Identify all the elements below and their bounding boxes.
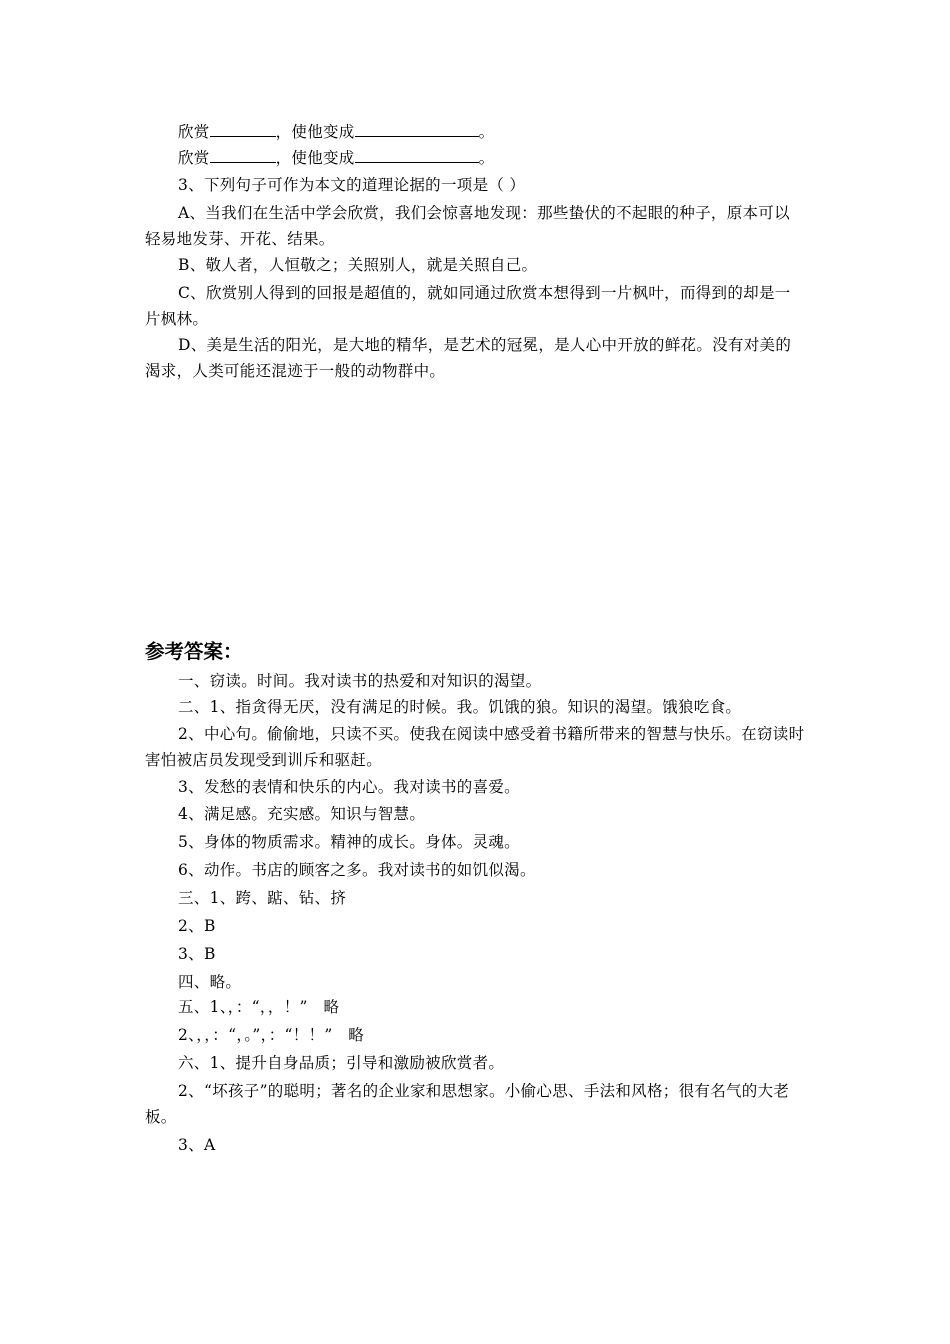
answer-line: 4、满足感。充实感。知识与智慧。 [178,805,426,823]
answer-blank [355,148,479,163]
option-c-line-2: 片枫林。 [145,310,209,328]
fill-blank-line-2 [178,148,810,168]
fill-label: 。 [478,123,495,141]
option-b: B、敬人者，人恒敬之；关照别人，就是关照自己。 [178,256,538,274]
answer-line: 5、身体的物质需求。精神的成长。身体。灵魂。 [178,833,520,851]
option-d-line-2: 渴求，人类可能还混迹于一般的动物群中。 [145,362,446,380]
fill-label: 欣赏 [178,123,210,141]
answer-line: 2、，，：“，。”，：“！！” 略 [178,1026,365,1044]
answers-heading: 参考答案： [145,640,243,663]
answer-line: 2、中心句。偷偷地，只读不买。使我在阅读中感受着书籍所带来的智慧与快乐。在窃读时 [178,725,805,743]
fill-label: ，使他变成 [275,149,355,167]
answer-line: 3、B [178,945,216,963]
option-c-line-1: C、欣赏别人得到的回报是超值的，就如同通过欣赏本想得到一片枫叶，而得到的却是一 [178,284,791,302]
answer-line: 五、1、，：“，，！” 略 [178,998,340,1016]
answer-line: 2、B [178,917,216,935]
answer-line: 3、A [178,1136,216,1154]
answer-line: 一、窃读。时间。我对读书的热爱和对知识的渴望。 [178,672,542,690]
option-a-line-1: A、当我们在生活中学会欣赏，我们会惊喜地发现：那些蛰伏的不起眼的种子，原本可以 [178,204,790,222]
option-d-line-1: D、美是生活的阳光，是大地的精华，是艺术的冠冕，是人心中开放的鲜花。没有对美的 [178,336,792,354]
answer-blank [210,122,276,137]
question-3: 3、下列句子可作为本文的道理论据的一项是（ ） [178,176,526,194]
answer-line: 四、略。 [178,973,242,991]
fill-label: ，使他变成 [275,123,355,141]
answer-line: 二、1、指贪得无厌，没有满足的时候。我。饥饿的狼。知识的渴望。饿狼吃食。 [178,698,742,716]
option-a-line-2: 轻易地发芽、开花、结果。 [145,230,335,248]
answer-line: 2、“坏孩子”的聪明；著名的企业家和思想家。小偷心思、手法和风格；很有名气的大老 [178,1082,790,1100]
answer-line: 害怕被店员发现受到训斥和驱赶。 [145,751,383,769]
answer-line: 3、发愁的表情和快乐的内心。我对读书的喜爱。 [178,778,520,796]
fill-blank-line-1 [178,122,810,142]
fill-label: 欣赏 [178,149,210,167]
answer-line: 六、1、提升自身品质；引导和激励被欣赏者。 [178,1054,505,1072]
fill-label: 。 [478,149,495,167]
answer-line: 三、1、跨、踮、钻、挤 [178,889,347,907]
answer-blank [355,122,479,137]
answer-blank [210,148,276,163]
answer-line: 板。 [145,1108,177,1126]
answer-line: 6、动作。书店的顾客之多。我对读书的如饥似渴。 [178,861,536,879]
